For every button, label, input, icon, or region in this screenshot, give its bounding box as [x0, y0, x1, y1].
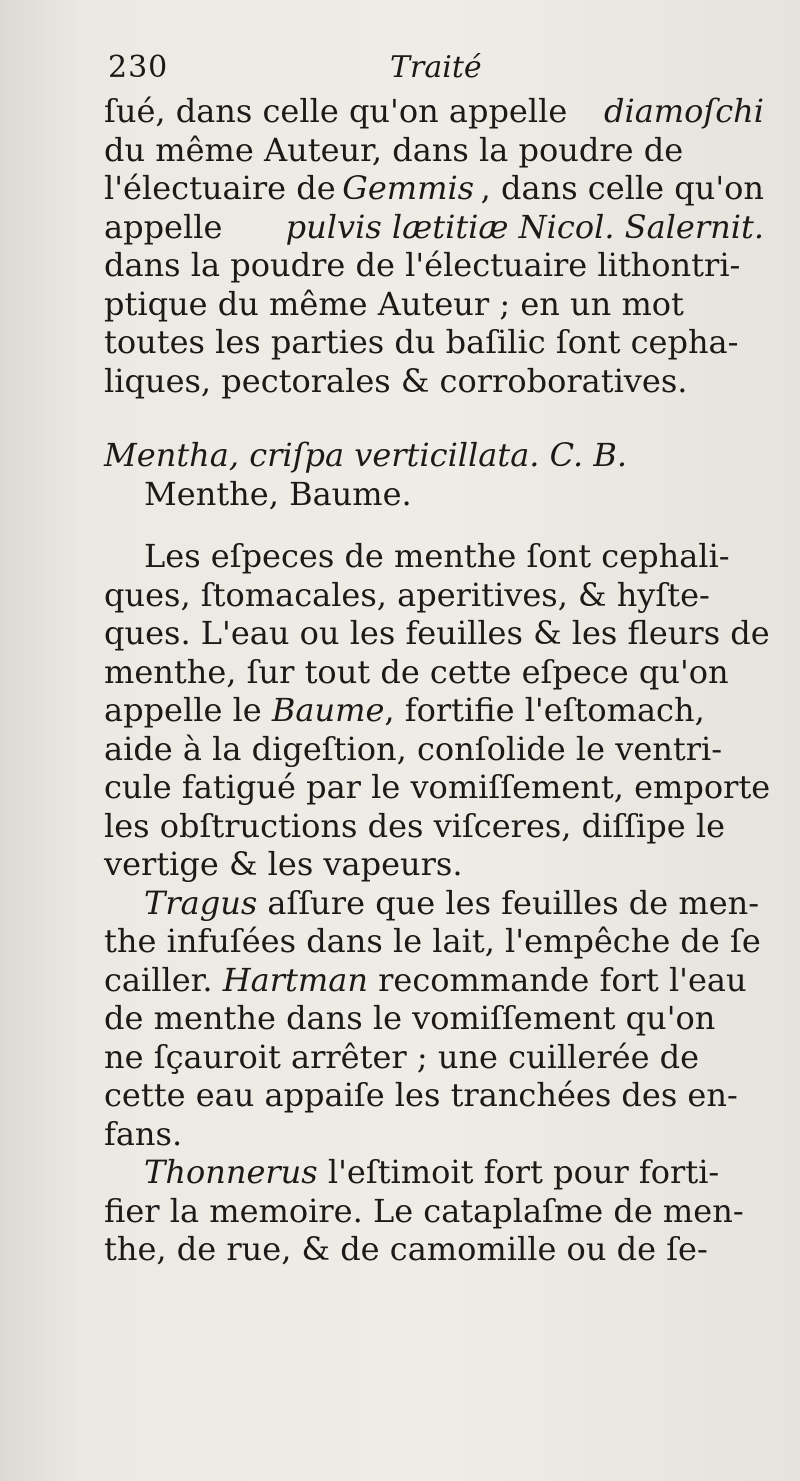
italic-term: diamoſchi: [603, 92, 764, 130]
text-line: ptique du même Auteur ; en un mot: [104, 284, 684, 323]
italic-term: Gemmis: [342, 169, 475, 207]
text-line: vertige & les vapeurs.: [104, 845, 463, 883]
text-line: cailler. Hartman recommande fort l'eau: [104, 960, 747, 999]
italic-term: pulvis lætitiæ Nicol. Salernit.: [285, 207, 764, 246]
italic-term: Baume: [271, 691, 385, 729]
text-line: ne ſçauroit arrêter ; une cuillerée de: [104, 1037, 700, 1076]
italic-term: Thonnerus: [144, 1153, 318, 1191]
text-line: dans la poudre de l'électuaire lithontri-: [104, 246, 741, 284]
line-segment: , dans celle qu'on: [480, 169, 764, 207]
body-text: [104, 92, 771, 1269]
line-segment: ſué, dans celle qu'on appelle: [104, 92, 568, 130]
text-line: the infuſées dans le lait, l'empêche de ſe: [104, 922, 761, 960]
italic-term: Hartman: [222, 960, 368, 999]
text-line: cette eau appaiſe les tranchées des en-: [104, 1076, 738, 1114]
text-line: de menthe dans le vomiſſement qu'on: [104, 999, 716, 1037]
text-line: menthe, ſur tout de cette eſpece qu'on: [104, 652, 729, 691]
text-line: ques. L'eau ou les feuilles & les fleurs de: [104, 614, 770, 652]
text-line: cule fatigué par le vomiſſement, emporte: [104, 768, 771, 806]
text-line: du même Auteur, dans la poudre de: [104, 130, 684, 169]
entry-common-name: Menthe, Baume.: [144, 474, 412, 513]
entry-heading: Mentha, criſpa verticillata. C. B.: [104, 436, 627, 474]
text-line: Thonnerus l'eſtimoit fort pour forti-: [144, 1153, 720, 1191]
running-title: Traité: [390, 50, 482, 85]
text-line: the, de rue, & de camomille ou de ſe-: [104, 1230, 708, 1268]
text-line: [104, 169, 764, 208]
line-segment: l'électuaire de: [104, 169, 336, 207]
text-line: aide à la digeſtion, conſolide le ventri-: [104, 729, 723, 768]
text-line: Les eſpeces de menthe ſont cephali-: [144, 537, 730, 575]
text-line: les obſtructions des viſceres, diſſipe le: [104, 806, 726, 845]
page-number: 230: [108, 50, 169, 85]
text-line: ques, ſtomacales, aperitives, & hyſte-: [104, 575, 710, 614]
page-header: [108, 50, 768, 90]
text-line: [104, 92, 764, 131]
text-line: liques, pectorales & corroboratives.: [104, 361, 688, 400]
text-line: appelle le Baume, fortifie l'eſtomach,: [104, 691, 705, 729]
line-segment: appelle: [104, 207, 223, 246]
text-line: fans.: [104, 1114, 183, 1153]
text-line: [104, 208, 764, 247]
italic-term: Tragus: [144, 883, 258, 922]
text-line: Tragus aſſure que les feuilles de men-: [144, 883, 760, 922]
text-line: fier la memoire. Le cataplaſme de men-: [104, 1191, 744, 1230]
text-line: toutes les parties du baſilic ſont cepha-: [104, 323, 739, 361]
